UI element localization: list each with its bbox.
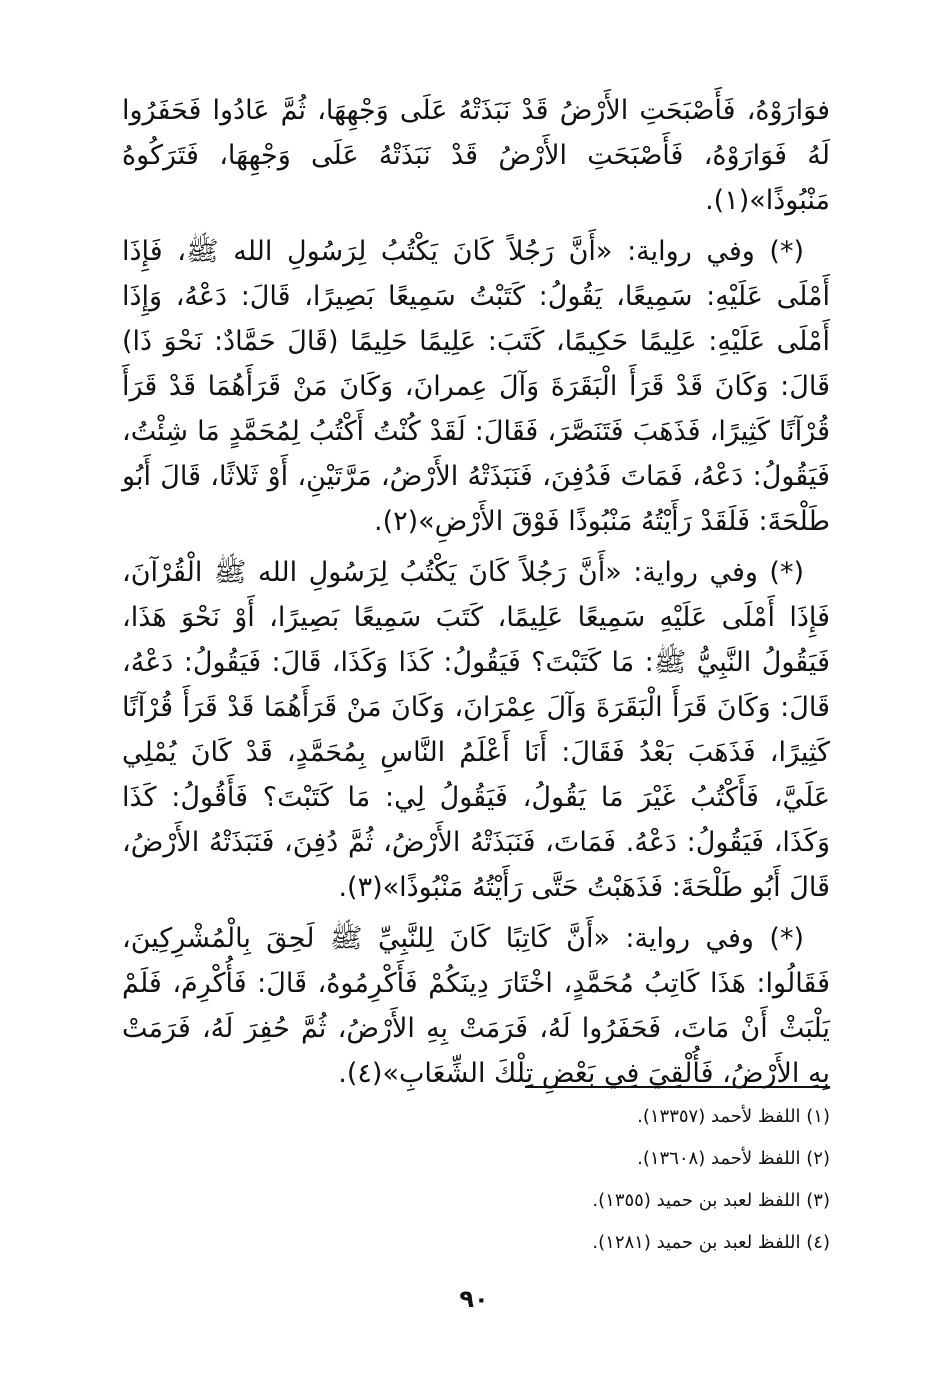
footnote-2: (٢) اللفظ لأحمد (١٣٦٠٨).: [637, 1148, 830, 1169]
footnote-1: (١) اللفظ لأحمد (١٣٣٥٧).: [637, 1106, 830, 1127]
page-number: ٩٠: [459, 1285, 489, 1313]
paragraph-narration-4: (*) وفي رواية: «أَنَّ كَاتِبًا كَانَ لِلنَّبِيِّ ﷺ لَحِقَ بِالْمُشْرِكِينَ، فَقَالُوا: هَذَا كَاتِبُ مُحَمَّدٍ، اخْتَارَ دِينَكُمْ فَأَكْرِمُوهُ، قَالَ: فَأُكْرِمَ، فَلَمْ يَلْبَثْ أَنْ مَاتَ، فَحَفَرُوا لَهُ، فَرَمَتْ بِهِ الأَرْضُ، ثُمَّ حُفِرَ لَهُ، فَرَمَتْ بِهِ الأَرْضُ، فَأُلْقِيَ فِي بَعْضِ تِلْكَ الشِّعَابِ»(٤).: [122, 923, 830, 1089]
footnote-3: (٣) اللفظ لعبد بن حميد (١٣٥٥).: [592, 1190, 830, 1211]
paragraph-continuation: فوَارَوْهُ، فَأَصْبَحَتِ الأَرْضُ قَدْ نَبَذَتْهُ عَلَى وَجْهِهَا، ثُمَّ عَادُوا فَحَفَرُوا لَهُ فَوَارَوْهُ، فَأَصْبَحَتِ الأَرْضُ قَدْ نَبَذَتْهُ عَلَى وَجْهِهَا، فَتَرَكُوهُ مَنْبُوذًا»(١).: [122, 95, 830, 216]
paragraph-narration-2: (*) وفي رواية: «أَنَّ رَجُلاً كَانَ يَكْتُبُ لِرَسُولِ الله ﷺ، فَإِذَا أَمْلَى عَلَيْهِ: سَمِيعًا، يَقُولُ: كَتَبْتُ سَمِيعًا بَصِيرًا، قَالَ: دَعْهُ، وَإِذَا أَمْلَى عَلَيْهِ: عَلِيمًا حَكِيمًا، كَتَبَ: عَلِيمًا حَلِيمًا (قَالَ حَمَّادٌ: نَحْوَ ذَا) قَالَ: وَكَانَ قَدْ قَرَأَ الْبَقَرَةَ وَآلَ عِمرانَ، وَكَانَ مَنْ قَرَأَهُمَا قَدْ قَرَأَ قُرْآنًا كَثِيرًا، فَذَهَبَ فَتَنَصَّرَ، فَقَالَ: لَقَدْ كُنْتُ أَكْتُبُ لِمُحَمَّدٍ مَا شِئْتُ، فَيَقُولُ: دَعْهُ، فَمَاتَ فَدُفِنَ، فَنَبَذَتْهُ الأَرْضُ، مَرَّتَيْنِ، أَوْ ثَلاثًا، قَالَ أَبُو طَلْحَةَ: فَلَقَدْ رَأَيْتُهُ مَنْبُوذًا فَوْقَ الأَرْضِ»(٢).: [122, 236, 830, 537]
footnotes: [122, 1096, 830, 1264]
main-text-block: [122, 88, 830, 1102]
footnote-separator: [525, 1086, 830, 1088]
footnote-4: (٤) اللفظ لعبد بن حميد (١٢٨١).: [592, 1232, 830, 1253]
paragraph-narration-3: (*) وفي رواية: «أَنَّ رَجُلاً كَانَ يَكْتُبُ لِرَسُولِ الله ﷺ الْقُرْآنَ، فَإِذَا أَمْلَى عَلَيْهِ سَمِيعًا عَلِيمًا، كَتَبَ سَمِيعًا بَصِيرًا، أَوْ نَحْوَ هَذَا، فَيَقُولُ النَّبِيُّ ﷺ: مَا كَتَبْتَ؟ فَيَقُولُ: كَذَا وَكَذَا، قَالَ: فَيَقُولُ: دَعْهُ، قَالَ: وَكَانَ قَرَأَ الْبَقَرَةَ وَآلَ عِمْرَانَ، وَكَانَ مَنْ قَرَأَهُمَا قَدْ قَرَأَ قُرْآنًا كَثِيرًا، فَذَهَبَ بَعْدُ فَقَالَ: أَنَا أَعْلَمُ النَّاسِ بِمُحَمَّدٍ، قَدْ كَانَ يُمْلِي عَلَيَّ، فَأَكْتُبُ غَيْرَ مَا يَقُولُ، فَيَقُولُ لِي: مَا كَتَبْتَ؟ فَأَقُولُ: كَذَا وَكَذَا، فَيَقُولُ: دَعْهُ. فَمَاتَ، فَنَبَذَتْهُ الأَرْضُ، ثُمَّ دُفِنَ، فَنَبَذَتْهُ الأَرْضُ، قَالَ أَبُو طَلْحَةَ: فَذَهَبْتُ حَتَّى رَأَيْتُهُ مَنْبُوذًا»(٣).: [122, 557, 830, 903]
